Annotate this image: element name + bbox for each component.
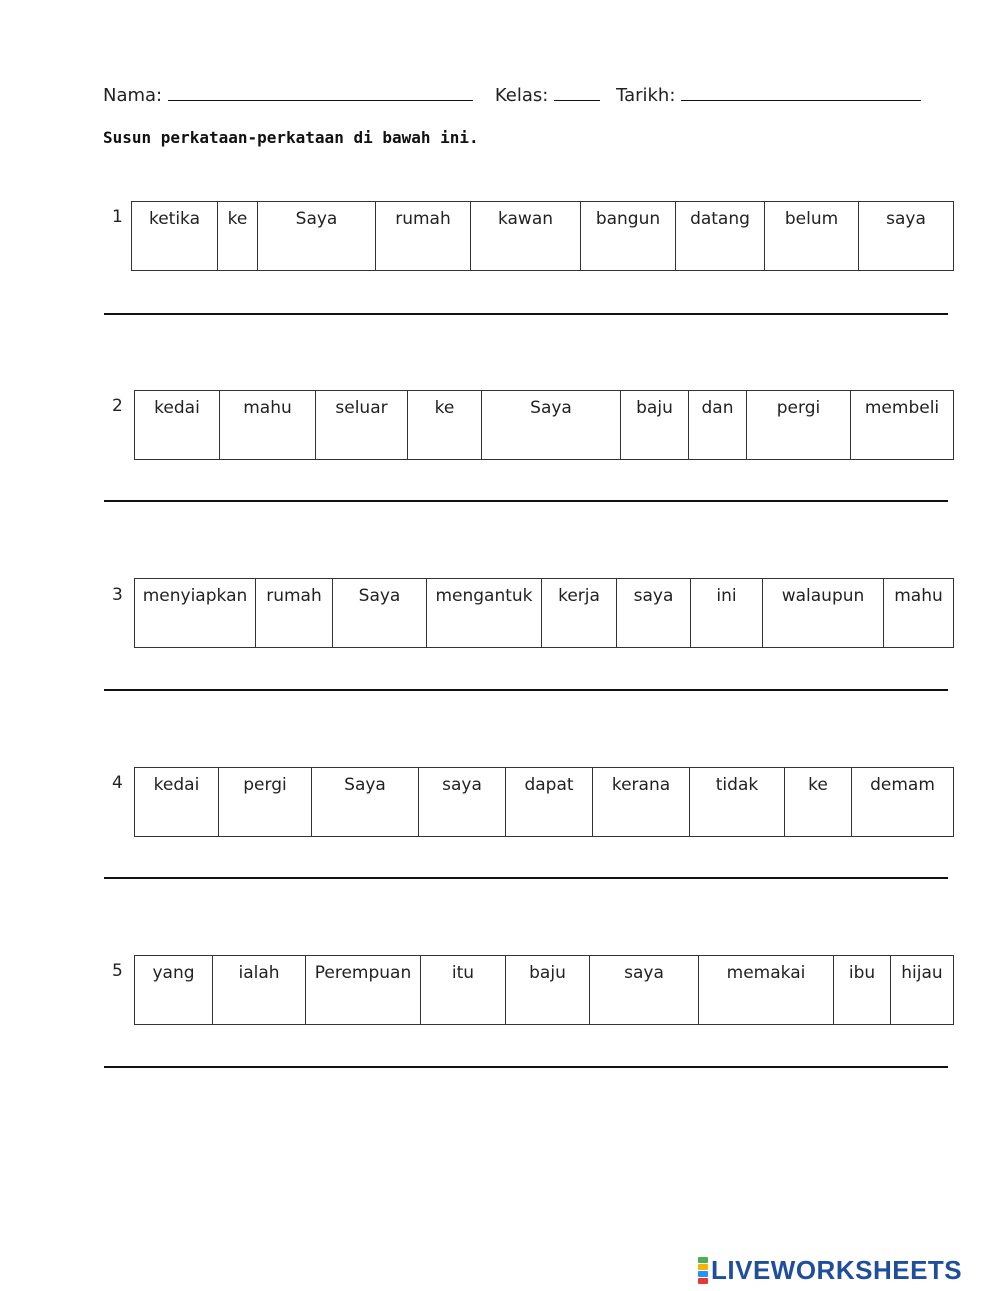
question-number-2: 2 bbox=[112, 396, 123, 416]
word-cell[interactable] bbox=[306, 956, 421, 1025]
name-field[interactable] bbox=[168, 84, 473, 101]
word-cell[interactable] bbox=[621, 391, 689, 460]
word-text: ini bbox=[716, 586, 737, 606]
class-label: Kelas: bbox=[494, 85, 549, 106]
word-cell[interactable] bbox=[593, 768, 690, 837]
word-text: dapat bbox=[524, 775, 574, 795]
logo-block-icon bbox=[698, 1264, 708, 1270]
word-text: rumah bbox=[266, 586, 322, 606]
word-text: Saya bbox=[530, 398, 572, 418]
date-label: Tarikh: bbox=[616, 85, 676, 106]
word-text: saya bbox=[624, 963, 664, 983]
word-cell[interactable] bbox=[699, 956, 834, 1025]
word-text: ke bbox=[434, 398, 455, 418]
word-cell[interactable] bbox=[471, 202, 581, 271]
name-label: Nama: bbox=[103, 85, 163, 106]
word-cell[interactable] bbox=[581, 202, 676, 271]
word-text: saya bbox=[442, 775, 482, 795]
word-text: ibu bbox=[848, 963, 876, 983]
word-cell[interactable] bbox=[421, 956, 506, 1025]
word-cell[interactable] bbox=[218, 202, 258, 271]
word-cell[interactable] bbox=[617, 579, 691, 648]
word-text: hijau bbox=[901, 963, 943, 983]
word-cell[interactable] bbox=[333, 579, 427, 648]
word-cell[interactable] bbox=[851, 391, 954, 460]
word-text: tidak bbox=[715, 775, 759, 795]
word-cell[interactable] bbox=[834, 956, 891, 1025]
word-text: itu bbox=[451, 963, 475, 983]
logo-block-icon bbox=[698, 1278, 708, 1284]
question-number-1: 1 bbox=[112, 207, 123, 227]
word-cell[interactable] bbox=[135, 579, 256, 648]
word-text: yang bbox=[152, 963, 195, 983]
word-text: belum bbox=[784, 209, 839, 229]
liveworksheets-wordmark bbox=[711, 1256, 962, 1284]
word-text: mahu bbox=[243, 398, 292, 418]
word-cell[interactable] bbox=[542, 579, 617, 648]
question-number-4: 4 bbox=[112, 773, 123, 793]
word-cell[interactable] bbox=[256, 579, 333, 648]
word-cell[interactable] bbox=[859, 202, 954, 271]
word-cell[interactable] bbox=[312, 768, 419, 837]
word-text: kedai bbox=[154, 398, 200, 418]
word-cell[interactable] bbox=[891, 956, 954, 1025]
word-cell[interactable] bbox=[590, 956, 699, 1025]
word-text: mengantuk bbox=[435, 586, 533, 606]
brand-name: LIVEWORKSHEETS bbox=[711, 1255, 963, 1285]
word-cell[interactable] bbox=[506, 768, 593, 837]
word-cell[interactable] bbox=[419, 768, 506, 837]
word-cell[interactable] bbox=[676, 202, 765, 271]
answer-line-2[interactable] bbox=[104, 500, 948, 502]
answer-line-5[interactable] bbox=[104, 1066, 948, 1068]
word-cell[interactable] bbox=[765, 202, 859, 271]
word-cell[interactable] bbox=[852, 768, 954, 837]
class-field[interactable] bbox=[554, 84, 600, 101]
word-text: memakai bbox=[726, 963, 806, 983]
word-cell[interactable] bbox=[427, 579, 542, 648]
word-cell[interactable] bbox=[135, 768, 219, 837]
word-cell[interactable] bbox=[220, 391, 316, 460]
word-text: pergi bbox=[243, 775, 287, 795]
word-table-1 bbox=[131, 201, 954, 271]
word-table-2 bbox=[134, 390, 954, 460]
word-text: baju bbox=[636, 398, 673, 418]
date-field[interactable] bbox=[681, 84, 921, 101]
word-cell[interactable] bbox=[213, 956, 306, 1025]
word-cell[interactable] bbox=[763, 579, 884, 648]
word-text: ke bbox=[227, 209, 248, 229]
word-text: baju bbox=[529, 963, 566, 983]
word-cell[interactable] bbox=[691, 579, 763, 648]
word-cell[interactable] bbox=[689, 391, 747, 460]
word-cell[interactable] bbox=[316, 391, 408, 460]
word-text: kedai bbox=[153, 775, 200, 795]
word-text: kerana bbox=[611, 775, 671, 795]
word-text: Perempuan bbox=[314, 963, 412, 983]
logo-block-icon bbox=[698, 1271, 708, 1277]
word-text: kawan bbox=[497, 209, 554, 229]
answer-line-1[interactable] bbox=[104, 313, 948, 315]
word-text: saya bbox=[633, 586, 674, 606]
liveworksheets-logo[interactable] bbox=[698, 1256, 962, 1284]
word-text: ketika bbox=[148, 209, 201, 229]
logo-block-icon bbox=[698, 1257, 708, 1263]
word-table-3 bbox=[134, 578, 954, 648]
word-text: membeli bbox=[864, 398, 940, 418]
word-table-5 bbox=[134, 955, 954, 1025]
word-cell[interactable] bbox=[219, 768, 312, 837]
student-info-header bbox=[103, 84, 921, 106]
word-cell[interactable] bbox=[135, 956, 213, 1025]
word-text: ke bbox=[808, 775, 828, 795]
word-cell[interactable] bbox=[785, 768, 852, 837]
question-number-3: 3 bbox=[112, 585, 123, 605]
word-cell[interactable] bbox=[884, 579, 954, 648]
word-cell[interactable] bbox=[747, 391, 851, 460]
word-cell[interactable] bbox=[408, 391, 482, 460]
word-text: pergi bbox=[776, 398, 821, 418]
word-cell[interactable] bbox=[690, 768, 785, 837]
word-text: seluar bbox=[335, 398, 388, 418]
word-text: datang bbox=[690, 209, 750, 229]
word-cell[interactable] bbox=[376, 202, 471, 271]
word-text: walaupun bbox=[781, 586, 865, 606]
answer-line-3[interactable] bbox=[104, 689, 948, 691]
word-text: rumah bbox=[395, 209, 451, 229]
word-cell[interactable] bbox=[135, 391, 220, 460]
word-text: saya bbox=[886, 209, 926, 229]
liveworksheets-icon bbox=[698, 1257, 708, 1284]
word-text: bangun bbox=[595, 209, 661, 229]
instruction-text: Susun perkataan-perkataan di bawah ini. bbox=[103, 128, 479, 147]
word-cell[interactable] bbox=[258, 202, 376, 271]
word-cell[interactable] bbox=[132, 202, 218, 271]
word-text: Saya bbox=[358, 586, 401, 606]
word-text: menyiapkan bbox=[142, 586, 248, 606]
word-text: dan bbox=[701, 398, 734, 418]
word-cell[interactable] bbox=[482, 391, 621, 460]
word-cell[interactable] bbox=[506, 956, 590, 1025]
answer-line-4[interactable] bbox=[104, 877, 948, 879]
word-text: Saya bbox=[344, 775, 386, 795]
word-text: kerja bbox=[558, 586, 600, 606]
question-number-5: 5 bbox=[112, 961, 123, 981]
word-text: demam bbox=[870, 775, 935, 795]
word-table-4 bbox=[134, 767, 954, 837]
word-text: Saya bbox=[295, 209, 338, 229]
word-text: mahu bbox=[894, 586, 943, 606]
word-text: ialah bbox=[238, 963, 280, 983]
